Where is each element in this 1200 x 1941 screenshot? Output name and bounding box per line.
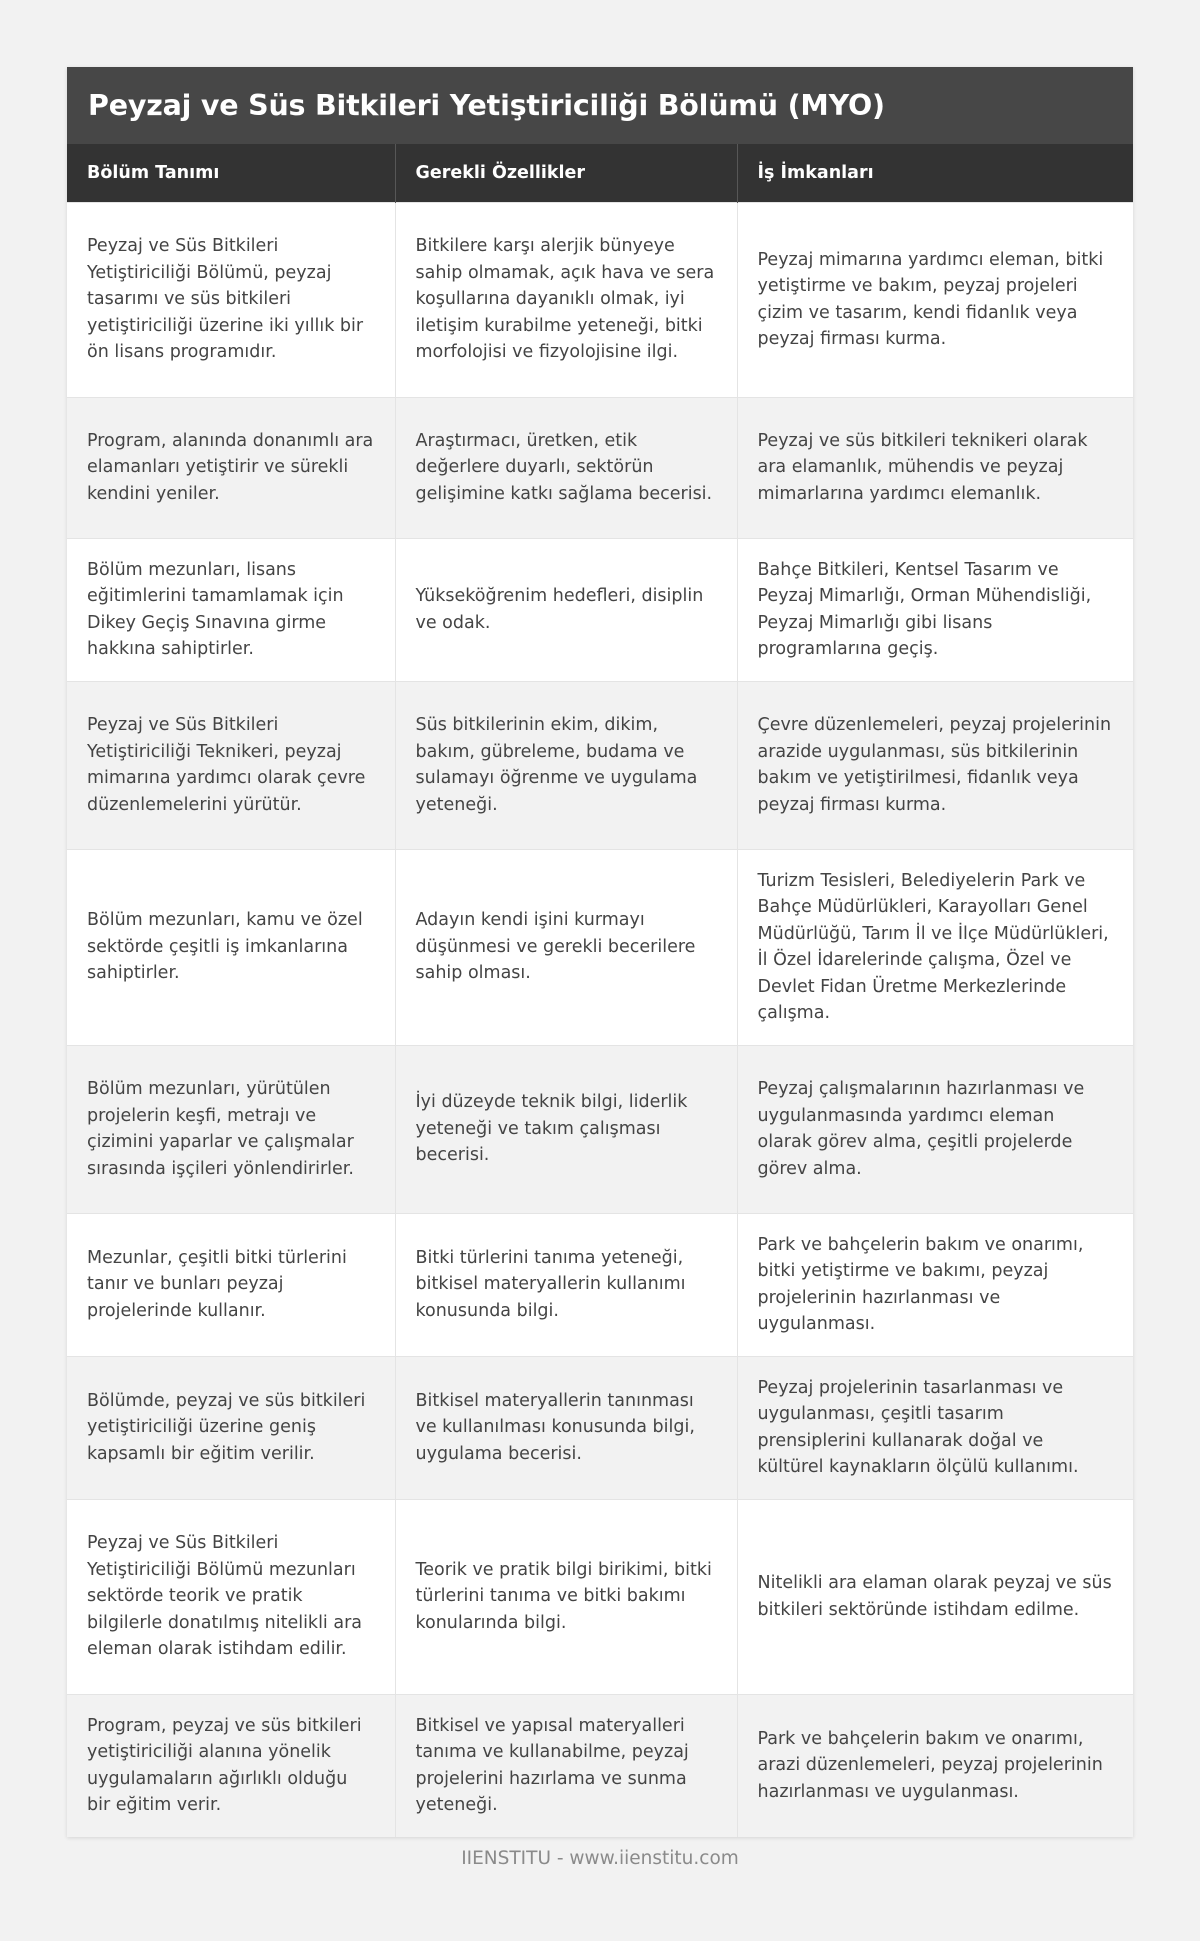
cell-imkanlar: Bahçe Bitkileri, Kentsel Tasarım ve Peyzaj Mimarlığı, Orman Mühendisliği, Peyzaj Mimarlığı gibi lisans programlarına geçiş. bbox=[737, 538, 1133, 681]
cell-ozellikler: Araştırmacı, üretken, etik değerlere duyarlı, sektörün gelişimine katkı sağlama becerisi. bbox=[395, 397, 737, 538]
cell-imkanlar: Park ve bahçelerin bakım ve onarımı, bitki yetiştirme ve bakımı, peyzaj projelerinin hazırlanması ve uygulanması. bbox=[737, 1213, 1133, 1356]
cell-ozellikler: Bitkisel ve yapısal materyalleri tanıma ve kullanabilme, peyzaj projelerini hazırlama ve sunma yeteneği. bbox=[395, 1694, 737, 1837]
cell-tanim: Peyzaj ve Süs Bitkileri Yetiştiriciliği Bölümü, peyzaj tasarımı ve süs bitkileri yetiştiriciliği üzerine iki yıllık bir ön lisans programıdır. bbox=[67, 202, 395, 397]
cell-tanim: Peyzaj ve Süs Bitkileri Yetiştiriciliği Teknikeri, peyzaj mimarına yardımcı olarak çevre düzenlemelerini yürütür. bbox=[67, 681, 395, 849]
cell-imkanlar: Peyzaj çalışmalarının hazırlanması ve uygulanmasında yardımcı eleman olarak görev alma, çeşitli projelerde görev alma. bbox=[737, 1045, 1133, 1213]
footer-credit: IIENSTITU - www.iienstitu.com bbox=[461, 1848, 739, 1869]
table-row bbox=[67, 1213, 1133, 1356]
cell-ozellikler: Bitkisel materyallerin tanınması ve kullanılması konusunda bilgi, uygulama becerisi. bbox=[395, 1356, 737, 1499]
cell-imkanlar: Çevre düzenlemeleri, peyzaj projelerinin arazide uygulanması, süs bitkilerinin bakım ve yetiştirilmesi, fidanlık veya peyzaj firması kurma. bbox=[737, 681, 1133, 849]
department-card bbox=[67, 67, 1133, 1837]
cell-ozellikler: Teorik ve pratik bilgi birikimi, bitki türlerini tanıma ve bitki bakımı konularında bilgi. bbox=[395, 1499, 737, 1694]
cell-tanim: Mezunlar, çeşitli bitki türlerini tanır ve bunları peyzaj projelerinde kullanır. bbox=[67, 1213, 395, 1356]
column-header-imkanlar: İş İmkanları bbox=[737, 144, 1133, 202]
cell-imkanlar: Turizm Tesisleri, Belediyelerin Park ve Bahçe Müdürlükleri, Karayolları Genel Müdürlüğü, Tarım İl ve İlçe Müdürlükleri, İl Özel İdarelerinde çalışma, Özel ve Devlet Fidan Üretme Merkezlerinde çalışma. bbox=[737, 849, 1133, 1045]
cell-ozellikler: Bitkilere karşı alerjik bünyeye sahip olmamak, açık hava ve sera koşullarına dayanıklı olmak, iyi iletişim kurabilme yeteneği, bitki morfolojisi ve fizyolojisine ilgi. bbox=[395, 202, 737, 397]
cell-imkanlar: Park ve bahçelerin bakım ve onarımı, arazi düzenlemeleri, peyzaj projelerinin hazırlanması ve uygulanması. bbox=[737, 1694, 1133, 1837]
cell-ozellikler: Yükseköğrenim hedefleri, disiplin ve odak. bbox=[395, 538, 737, 681]
table-row bbox=[67, 1694, 1133, 1837]
cell-ozellikler: Adayın kendi işini kurmayı düşünmesi ve gerekli becerilere sahip olması. bbox=[395, 849, 737, 1045]
table-row bbox=[67, 538, 1133, 681]
table-header-row bbox=[67, 144, 1133, 202]
table-row bbox=[67, 1499, 1133, 1694]
cell-tanim: Peyzaj ve Süs Bitkileri Yetiştiriciliği Bölümü mezunları sektörde teorik ve pratik bilgilerle donatılmış nitelikli ara eleman olarak istihdam edilir. bbox=[67, 1499, 395, 1694]
cell-tanim: Bölüm mezunları, lisans eğitimlerini tamamlamak için Dikey Geçiş Sınavına girme hakkına sahiptirler. bbox=[67, 538, 395, 681]
cell-tanim: Bölüm mezunları, yürütülen projelerin keşfi, metrajı ve çizimini yaparlar ve çalışmalar sırasında işçileri yönlendirirler. bbox=[67, 1045, 395, 1213]
table-row bbox=[67, 849, 1133, 1045]
cell-tanim: Program, alanında donanımlı ara elamanları yetiştirir ve sürekli kendini yeniler. bbox=[67, 397, 395, 538]
cell-imkanlar: Peyzaj mimarına yardımcı eleman, bitki yetiştirme ve bakım, peyzaj projeleri çizim ve tasarım, kendi fidanlık veya peyzaj firması kurma. bbox=[737, 202, 1133, 397]
cell-ozellikler: Bitki türlerini tanıma yeteneği, bitkisel materyallerin kullanımı konusunda bilgi. bbox=[395, 1213, 737, 1356]
cell-ozellikler: Süs bitkilerinin ekim, dikim, bakım, gübreleme, budama ve sulamayı öğrenme ve uygulama yeteneği. bbox=[395, 681, 737, 849]
cell-tanim: Bölümde, peyzaj ve süs bitkileri yetiştiriciliği üzerine geniş kapsamlı bir eğitim verilir. bbox=[67, 1356, 395, 1499]
table-row bbox=[67, 681, 1133, 849]
table-row bbox=[67, 1045, 1133, 1213]
cell-tanim: Bölüm mezunları, kamu ve özel sektörde çeşitli iş imkanlarına sahiptirler. bbox=[67, 849, 395, 1045]
table-row bbox=[67, 1356, 1133, 1499]
cell-ozellikler: İyi düzeyde teknik bilgi, liderlik yeteneği ve takım çalışması becerisi. bbox=[395, 1045, 737, 1213]
title-bar bbox=[67, 67, 1133, 144]
cell-imkanlar: Nitelikli ara elaman olarak peyzaj ve süs bitkileri sektöründe istihdam edilme. bbox=[737, 1499, 1133, 1694]
cell-imkanlar: Peyzaj ve süs bitkileri teknikeri olarak ara elamanlık, mühendis ve peyzaj mimarlarına yardımcı elemanlık. bbox=[737, 397, 1133, 538]
table-row bbox=[67, 397, 1133, 538]
cell-tanim: Program, peyzaj ve süs bitkileri yetiştiriciliği alanına yönelik uygulamaların ağırlıklı olduğu bir eğitim verir. bbox=[67, 1694, 395, 1837]
page-title: Peyzaj ve Süs Bitkileri Yetiştiriciliği Bölümü (MYO) bbox=[88, 89, 885, 122]
column-header-tanim: Bölüm Tanımı bbox=[67, 144, 395, 202]
department-table bbox=[67, 144, 1133, 1837]
cell-imkanlar: Peyzaj projelerinin tasarlanması ve uygulanması, çeşitli tasarım prensiplerini kullanarak doğal ve kültürel kaynakların ölçülü kullanımı. bbox=[737, 1356, 1133, 1499]
table-row bbox=[67, 202, 1133, 397]
column-header-ozellikler: Gerekli Özellikler bbox=[395, 144, 737, 202]
